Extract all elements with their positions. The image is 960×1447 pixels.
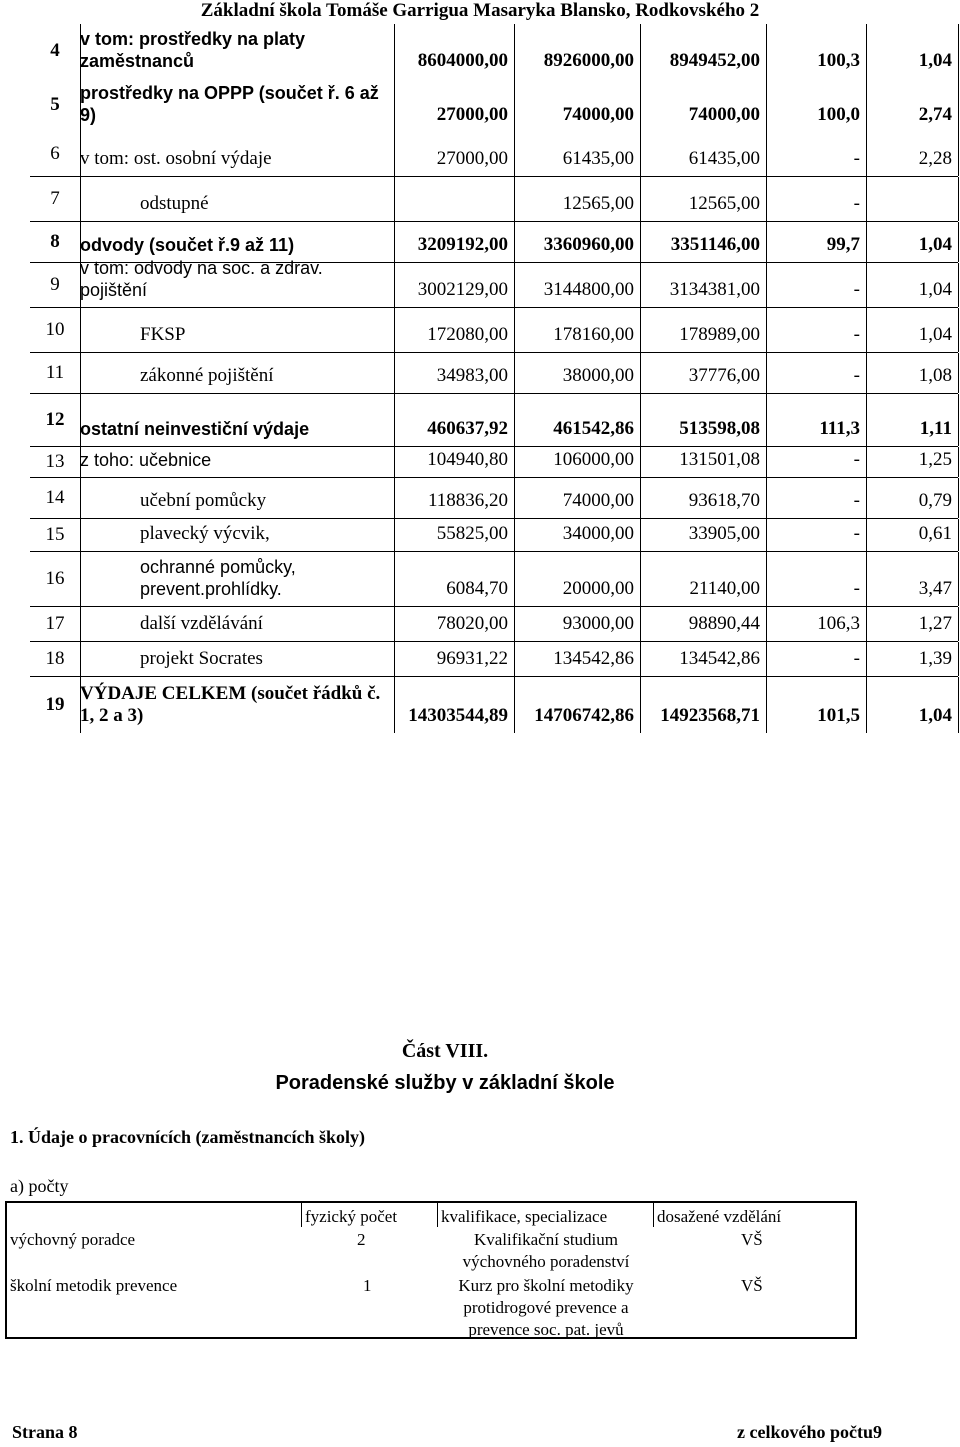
row-label: v tom: prostředky na platy zaměstnanců: [80, 29, 306, 71]
column-divider: [640, 222, 641, 262]
row-label: učební pomůcky: [140, 490, 267, 511]
column-divider: [640, 394, 641, 446]
row-label: další vzdělávání: [140, 613, 263, 634]
header-education: dosažené vzdělání: [657, 1207, 782, 1226]
column-divider: [958, 394, 959, 446]
column-divider: [866, 78, 867, 132]
percent: 99,7: [826, 234, 860, 255]
value-approved: 118836,20: [427, 490, 508, 511]
value-approved: 8604000,00: [417, 50, 508, 71]
column-divider: [437, 1203, 438, 1227]
value-adjusted: 461542,86: [553, 418, 634, 439]
value-adjusted: 178160,00: [553, 324, 634, 345]
column-divider: [514, 677, 515, 733]
column-divider: [640, 132, 641, 176]
column-divider: [514, 478, 515, 518]
column-divider: [766, 308, 767, 352]
column-divider: [766, 177, 767, 221]
row-number: 12: [45, 409, 65, 430]
column-divider: [80, 24, 81, 78]
table-row: [30, 308, 958, 353]
value-approved: 460637,92: [427, 418, 508, 439]
column-divider: [866, 478, 867, 518]
column-divider: [80, 478, 81, 518]
column-divider: [80, 642, 81, 676]
column-divider: [514, 642, 515, 676]
percent: -: [853, 523, 860, 544]
value-adjusted: 8926000,00: [543, 50, 634, 71]
table-row: [30, 78, 958, 132]
column-divider: [514, 447, 515, 477]
column-divider: [640, 642, 641, 676]
row-number: 16: [45, 568, 65, 589]
row-label: VÝDAJE CELKEM (součet řádků č. 1, 2 a 3): [80, 683, 381, 726]
row-label: zákonné pojištění: [140, 365, 274, 386]
index: 2,28: [918, 148, 952, 169]
row-number: 18: [45, 648, 65, 669]
value-actual: 98890,44: [688, 613, 760, 634]
row-label: odstupné: [140, 193, 209, 214]
value-adjusted: 20000,00: [562, 578, 634, 599]
table-row: [30, 177, 958, 222]
column-divider: [958, 607, 959, 641]
table-row: [30, 677, 958, 733]
index: 1,04: [918, 234, 952, 255]
value-actual: 131501,08: [679, 449, 760, 470]
column-divider: [640, 308, 641, 352]
percent: -: [853, 148, 860, 169]
value-approved: 3002129,00: [417, 279, 508, 300]
column-divider: [394, 24, 395, 78]
table-row: [30, 642, 958, 677]
value-adjusted: 38000,00: [562, 365, 634, 386]
value-actual: 513598,08: [679, 418, 760, 439]
index: 1,04: [918, 50, 952, 71]
column-divider: [514, 78, 515, 132]
value-approved: 34983,00: [436, 365, 508, 386]
column-divider: [866, 519, 867, 551]
column-divider: [514, 519, 515, 551]
column-divider: [766, 519, 767, 551]
row-number: 14: [45, 487, 65, 508]
value-adjusted: 34000,00: [562, 523, 634, 544]
row-label: odvody (součet ř.9 až 11): [80, 235, 295, 255]
footer-page: Strana 8: [12, 1422, 78, 1442]
column-divider: [514, 177, 515, 221]
row-label: FKSP: [140, 324, 186, 345]
column-divider: [394, 677, 395, 733]
column-divider: [766, 394, 767, 446]
column-divider: [514, 353, 515, 393]
column-divider: [514, 222, 515, 262]
column-divider: [766, 263, 767, 307]
column-divider: [394, 447, 395, 477]
column-divider: [80, 447, 81, 477]
table-row: [30, 607, 958, 642]
column-divider: [640, 24, 641, 78]
row-label: v tom: ost. osobní výdaje: [80, 148, 272, 169]
table-row: [30, 24, 958, 78]
page-header: Základní škola Tomáše Garrigua Masaryka Blansko, Rodkovského 2: [200, 0, 760, 21]
value-actual: 61435,00: [688, 148, 760, 169]
value-approved: 172080,00: [427, 324, 508, 345]
value-actual: 8949452,00: [669, 50, 760, 71]
row-label: z toho: učebnice: [80, 450, 212, 470]
value-actual: 37776,00: [688, 365, 760, 386]
percent: -: [853, 279, 860, 300]
column-divider: [766, 447, 767, 477]
row-number: 5: [50, 94, 60, 115]
column-divider: [514, 308, 515, 352]
column-divider: [958, 447, 959, 477]
column-divider: [514, 607, 515, 641]
column-divider: [866, 263, 867, 307]
footer-total: z celkového počtu9: [737, 1422, 882, 1442]
column-divider: [640, 677, 641, 733]
table-row: [30, 132, 958, 177]
column-divider: [766, 24, 767, 78]
row-label: v tom: odvody na soc. a zdrav. pojištění: [80, 258, 323, 300]
column-divider: [514, 263, 515, 307]
percent: -: [853, 324, 860, 345]
column-divider: [866, 353, 867, 393]
value-adjusted: 3144800,00: [543, 279, 634, 300]
header-qualification: kvalifikace, specializace: [441, 1207, 608, 1226]
section-title: Část VIII.: [401, 1040, 489, 1062]
value-actual: 14923568,71: [660, 705, 760, 726]
row-number: 6: [50, 143, 60, 164]
column-divider: [958, 478, 959, 518]
table-row: [30, 447, 958, 478]
column-divider: [866, 222, 867, 262]
table-row: [30, 519, 958, 552]
index: 1,27: [918, 613, 952, 634]
column-divider: [514, 132, 515, 176]
index: 1,04: [918, 705, 952, 726]
column-divider: [958, 132, 959, 176]
index: 1,04: [918, 279, 952, 300]
percent: -: [853, 365, 860, 386]
column-divider: [766, 478, 767, 518]
column-divider: [80, 519, 81, 551]
value-adjusted: 3360960,00: [543, 234, 634, 255]
column-divider: [653, 1203, 654, 1227]
value-adjusted: 106000,00: [553, 449, 634, 470]
column-divider: [80, 552, 81, 606]
table-row: [30, 552, 958, 607]
qualification-cell: Kurz pro školní metodiky protidrogové prevence a prevence soc. pat. jevů: [458, 1276, 634, 1339]
column-divider: [958, 177, 959, 221]
column-divider: [640, 263, 641, 307]
value-actual: 21140,00: [689, 578, 760, 599]
column-divider: [866, 24, 867, 78]
column-divider: [640, 447, 641, 477]
index: 3,47: [918, 578, 952, 599]
column-divider: [866, 607, 867, 641]
column-divider: [394, 478, 395, 518]
column-divider: [640, 353, 641, 393]
row-label: prostředky na OPPP (součet ř. 6 až 9): [80, 83, 379, 125]
value-adjusted: 134542,86: [553, 648, 634, 669]
count-cell: 1: [363, 1276, 372, 1295]
row-number: 19: [45, 694, 65, 715]
value-approved: 55825,00: [436, 523, 508, 544]
row-number: 9: [50, 274, 60, 295]
index: 1,39: [918, 648, 952, 669]
column-divider: [394, 642, 395, 676]
percent: -: [853, 449, 860, 470]
value-actual: 93618,70: [688, 490, 760, 511]
value-actual: 178989,00: [679, 324, 760, 345]
count-cell: 2: [357, 1230, 366, 1249]
role-cell: výchovný poradce: [10, 1230, 136, 1249]
value-actual: 134542,86: [679, 648, 760, 669]
column-divider: [766, 222, 767, 262]
column-divider: [80, 607, 81, 641]
column-divider: [640, 607, 641, 641]
column-divider: [514, 552, 515, 606]
percent: 100,0: [817, 104, 860, 125]
column-divider: [766, 607, 767, 641]
value-approved: [394, 215, 514, 221]
subpoint-heading: a) počty: [10, 1176, 69, 1196]
column-divider: [766, 642, 767, 676]
index: 2,74: [918, 104, 952, 125]
row-number: 10: [45, 319, 65, 340]
percent: -: [853, 578, 860, 599]
column-divider: [640, 78, 641, 132]
row-label: projekt Socrates: [140, 648, 263, 669]
row-number: 17: [45, 613, 65, 634]
column-divider: [394, 607, 395, 641]
column-divider: [958, 552, 959, 606]
index: 1,04: [918, 324, 952, 345]
column-divider: [766, 353, 767, 393]
column-divider: [958, 24, 959, 78]
table-row: [30, 353, 958, 394]
row-number: 4: [50, 40, 60, 61]
value-approved: 27000,00: [436, 148, 508, 169]
staff-table: [5, 1201, 857, 1339]
value-approved: 104940,80: [427, 449, 508, 470]
column-divider: [866, 308, 867, 352]
index: 1,08: [918, 365, 952, 386]
column-divider: [394, 177, 395, 221]
row-number: 11: [45, 362, 65, 383]
percent: 111,3: [819, 418, 860, 439]
percent: -: [853, 648, 860, 669]
column-divider: [394, 552, 395, 606]
value-approved: 3209192,00: [417, 234, 508, 255]
row-label: ochranné pomůcky, prevent.prohlídky.: [140, 557, 296, 599]
column-divider: [766, 677, 767, 733]
column-divider: [766, 132, 767, 176]
column-divider: [866, 677, 867, 733]
column-divider: [301, 1203, 302, 1227]
value-approved: 78020,00: [436, 613, 508, 634]
column-divider: [394, 132, 395, 176]
row-number: 7: [50, 188, 60, 209]
column-divider: [766, 552, 767, 606]
column-divider: [80, 263, 81, 307]
column-divider: [394, 519, 395, 551]
column-divider: [80, 677, 81, 733]
table-row: [30, 394, 958, 447]
column-divider: [640, 552, 641, 606]
column-divider: [514, 394, 515, 446]
value-actual: 12565,00: [688, 193, 760, 214]
column-divider: [866, 177, 867, 221]
column-divider: [80, 222, 81, 262]
column-divider: [958, 78, 959, 132]
value-actual: 33905,00: [688, 523, 760, 544]
value-approved: 6084,70: [446, 578, 508, 599]
value-adjusted: 74000,00: [562, 490, 634, 511]
value-adjusted: 61435,00: [562, 148, 634, 169]
column-divider: [80, 132, 81, 176]
column-divider: [958, 263, 959, 307]
value-actual: 74000,00: [688, 104, 760, 125]
percent: -: [853, 490, 860, 511]
column-divider: [394, 308, 395, 352]
table-row: [30, 258, 958, 308]
index: [866, 215, 958, 221]
section-subtitle: Poradenské služby v základní škole: [275, 1072, 615, 1094]
percent: 101,5: [817, 705, 860, 726]
column-divider: [80, 308, 81, 352]
value-approved: 27000,00: [436, 104, 508, 125]
column-divider: [394, 222, 395, 262]
value-approved: 14303544,89: [408, 705, 508, 726]
column-divider: [866, 132, 867, 176]
column-divider: [958, 353, 959, 393]
column-divider: [640, 478, 641, 518]
education-cell: VŠ: [741, 1230, 763, 1249]
education-cell: VŠ: [741, 1276, 763, 1295]
row-label: plavecký výcvik,: [140, 523, 270, 544]
column-divider: [958, 642, 959, 676]
column-divider: [640, 177, 641, 221]
row-number: 15: [45, 524, 65, 545]
column-divider: [514, 24, 515, 78]
column-divider: [80, 177, 81, 221]
column-divider: [394, 353, 395, 393]
column-divider: [80, 353, 81, 393]
role-cell: školní metodik prevence: [10, 1276, 178, 1295]
value-adjusted: 14706742,86: [534, 705, 634, 726]
column-divider: [958, 519, 959, 551]
percent: 100,3: [817, 50, 860, 71]
value-actual: 3351146,00: [670, 234, 760, 255]
column-divider: [958, 308, 959, 352]
column-divider: [866, 552, 867, 606]
percent: 106,3: [817, 613, 860, 634]
column-divider: [766, 78, 767, 132]
column-divider: [80, 394, 81, 446]
column-divider: [866, 447, 867, 477]
qualification-cell: Kvalifikační studium výchovného poradenství: [462, 1230, 630, 1271]
value-approved: 96931,22: [436, 648, 508, 669]
budget-table: [30, 24, 958, 733]
header-count: fyzický počet: [305, 1207, 398, 1226]
column-divider: [958, 677, 959, 733]
percent: -: [853, 193, 860, 214]
value-actual: 3134381,00: [669, 279, 760, 300]
column-divider: [394, 394, 395, 446]
index: 0,79: [918, 490, 952, 511]
index: 1,11: [919, 418, 952, 439]
column-divider: [958, 222, 959, 262]
index: 0,61: [918, 523, 952, 544]
value-adjusted: 93000,00: [562, 613, 634, 634]
row-number: 8: [50, 231, 60, 252]
column-divider: [394, 263, 395, 307]
column-divider: [80, 78, 81, 132]
point-heading: 1. Údaje o pracovnících (zaměstnancích školy): [10, 1127, 365, 1147]
column-divider: [394, 78, 395, 132]
value-adjusted: 74000,00: [562, 104, 634, 125]
column-divider: [866, 642, 867, 676]
index: 1,25: [918, 449, 952, 470]
value-adjusted: 12565,00: [562, 193, 634, 214]
row-label: ostatní neinvestiční výdaje: [80, 419, 310, 439]
column-divider: [866, 394, 867, 446]
table-row: [30, 478, 958, 519]
row-number: 13: [45, 451, 65, 472]
column-divider: [640, 519, 641, 551]
